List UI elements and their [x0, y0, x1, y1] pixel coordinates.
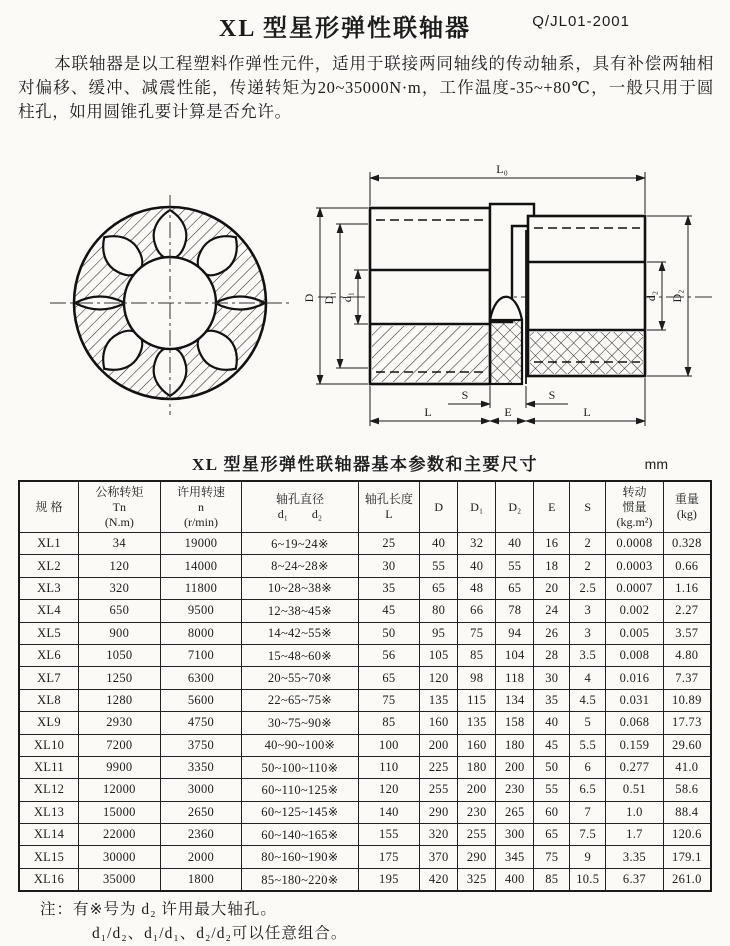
table-cell: 900 — [79, 622, 161, 644]
table-row — [19, 734, 711, 756]
dim-label-S-right: S — [548, 388, 556, 402]
table-cell: 45 — [358, 600, 420, 622]
table-cell: 118 — [496, 667, 534, 689]
note-prefix: 注： — [40, 901, 74, 918]
table-cell: 12~38~45※ — [242, 600, 358, 622]
table-cell: 265 — [496, 801, 534, 823]
table-row — [19, 689, 711, 711]
table-cell: 30 — [358, 555, 420, 577]
table-cell: 290 — [420, 801, 458, 823]
table-cell: 85 — [534, 868, 570, 891]
table-row — [19, 824, 711, 846]
table-cell: 2.27 — [663, 600, 711, 622]
table-cell: 9500 — [160, 600, 242, 622]
left-hub — [370, 208, 490, 384]
table-cell: 55 — [496, 555, 534, 577]
table-cell: 41.0 — [663, 756, 711, 778]
table-cell: 0.008 — [606, 644, 663, 666]
table-cell: 120 — [420, 667, 458, 689]
table-cell: 175 — [358, 846, 420, 868]
table-cell: XL11 — [19, 756, 79, 778]
table-cell: 30 — [534, 667, 570, 689]
page-header — [0, 0, 730, 42]
table-cell: XL10 — [19, 734, 79, 756]
table-cell: 48 — [458, 577, 496, 599]
table-cell: 4.80 — [663, 644, 711, 666]
table-cell: 50~100~110※ — [242, 756, 358, 778]
table-cell: 3.57 — [663, 622, 711, 644]
table-cell: 3750 — [160, 734, 242, 756]
dim-label-L-right: L — [583, 405, 591, 419]
table-row — [19, 667, 711, 689]
table-title: XL 型星形弹性联轴器基本参数和主要尺寸 — [192, 455, 538, 474]
footnotes — [40, 898, 347, 946]
table-cell: XL4 — [19, 600, 79, 622]
table-cell: 3.35 — [606, 846, 663, 868]
table-cell: 200 — [496, 756, 534, 778]
table-cell: 6.37 — [606, 868, 663, 891]
table-cell: 6300 — [160, 667, 242, 689]
table-cell: 100 — [358, 734, 420, 756]
table-cell: 0.002 — [606, 600, 663, 622]
table-cell: 400 — [496, 868, 534, 891]
table-cell: 78 — [496, 600, 534, 622]
table-cell: XL5 — [19, 622, 79, 644]
table-cell: 135 — [420, 689, 458, 711]
table-cell: 140 — [358, 801, 420, 823]
table-cell: 1050 — [79, 644, 161, 666]
column-header: 规 格 — [19, 481, 79, 533]
table-cell: 9900 — [79, 756, 161, 778]
table-row — [19, 533, 711, 555]
figure-area — [0, 158, 730, 430]
table-cell: 4 — [570, 667, 606, 689]
front-view-drawing — [48, 158, 292, 426]
table-cell: 115 — [458, 689, 496, 711]
table-cell: 0.66 — [663, 555, 711, 577]
note-line-1: 注：有※号为 d₂ 许用最大轴孔。 — [40, 901, 277, 918]
table-cell: 104 — [496, 644, 534, 666]
table-cell: 85 — [358, 712, 420, 734]
table-cell: 75 — [534, 846, 570, 868]
table-row — [19, 712, 711, 734]
table-cell: 10~28~38※ — [242, 577, 358, 599]
dim-label-D: D — [302, 293, 316, 303]
table-cell: 85~180~220※ — [242, 868, 358, 891]
table-row — [19, 846, 711, 868]
elastomer-section — [490, 320, 522, 384]
table-cell: 9 — [570, 846, 606, 868]
table-cell: 58.6 — [663, 779, 711, 801]
table-cell: 225 — [420, 756, 458, 778]
table-cell: 345 — [496, 846, 534, 868]
table-row — [19, 868, 711, 891]
table-cell: XL6 — [19, 644, 79, 666]
table-cell: 14000 — [160, 555, 242, 577]
table-cell: 45 — [534, 734, 570, 756]
table-cell: 200 — [458, 779, 496, 801]
table-cell: 255 — [458, 824, 496, 846]
table-row — [19, 756, 711, 778]
column-header: 轴孔长度 L — [358, 481, 420, 533]
table-cell: 34 — [79, 533, 161, 555]
dim-label-S-left: S — [461, 388, 469, 402]
table-cell: 3 — [570, 622, 606, 644]
table-cell: 22~65~75※ — [242, 689, 358, 711]
table-cell: 94 — [496, 622, 534, 644]
table-cell: 3 — [570, 600, 606, 622]
table-cell: 75 — [358, 689, 420, 711]
table-cell: 10.89 — [663, 689, 711, 711]
table-cell: 85 — [458, 644, 496, 666]
table-cell: 180 — [458, 756, 496, 778]
table-cell: 19000 — [160, 533, 242, 555]
table-cell: 40 — [534, 712, 570, 734]
table-cell: 5600 — [160, 689, 242, 711]
table-cell: 0.031 — [606, 689, 663, 711]
table-cell: 7200 — [79, 734, 161, 756]
table-cell: 8000 — [160, 622, 242, 644]
table-cell: 65 — [358, 667, 420, 689]
table-row — [19, 600, 711, 622]
table-cell: 0.005 — [606, 622, 663, 644]
table-cell: 158 — [496, 712, 534, 734]
table-cell: 230 — [458, 801, 496, 823]
table-cell: 98 — [458, 667, 496, 689]
table-cell: 7 — [570, 801, 606, 823]
table-cell: 110 — [358, 756, 420, 778]
table-cell: 0.068 — [606, 712, 663, 734]
table-cell: 18 — [534, 555, 570, 577]
table-cell: 10.5 — [570, 868, 606, 891]
table-cell: 1.0 — [606, 801, 663, 823]
table-cell: 12000 — [79, 779, 161, 801]
table-cell: 15~48~60※ — [242, 644, 358, 666]
dim-label-d1: d₁ — [340, 291, 354, 303]
table-cell: 320 — [420, 824, 458, 846]
table-cell: 14~42~55※ — [242, 622, 358, 644]
table-cell: 160 — [458, 734, 496, 756]
table-cell: 7100 — [160, 644, 242, 666]
table-cell: 120 — [358, 779, 420, 801]
table-cell: 105 — [420, 644, 458, 666]
table-cell: 32 — [458, 533, 496, 555]
table-cell: XL9 — [19, 712, 79, 734]
table-cell: 5 — [570, 712, 606, 734]
table-cell: 0.0008 — [606, 533, 663, 555]
table-cell: XL2 — [19, 555, 79, 577]
table-cell: 30000 — [79, 846, 161, 868]
column-header: S — [570, 481, 606, 533]
table-cell: 134 — [496, 689, 534, 711]
table-cell: 80 — [420, 600, 458, 622]
table-cell: 40 — [496, 533, 534, 555]
table-cell: 290 — [458, 846, 496, 868]
dim-S-left — [448, 386, 490, 408]
table-cell: 40 — [420, 533, 458, 555]
dim-label-D2: D₂ — [670, 289, 684, 303]
table-cell: 55 — [534, 779, 570, 801]
table-cell: 5.5 — [570, 734, 606, 756]
table-cell: 0.277 — [606, 756, 663, 778]
table-cell: 2650 — [160, 801, 242, 823]
table-cell: 11800 — [160, 577, 242, 599]
column-header: D — [420, 481, 458, 533]
unit-label: mm — [644, 456, 668, 472]
table-cell: XL15 — [19, 846, 79, 868]
table-cell: 200 — [420, 734, 458, 756]
table-cell: 65 — [496, 577, 534, 599]
table-cell: 4750 — [160, 712, 242, 734]
table-cell: 1.16 — [663, 577, 711, 599]
table-cell: XL16 — [19, 868, 79, 891]
table-cell: 230 — [496, 779, 534, 801]
dim-S-right — [526, 386, 568, 408]
table-cell: 370 — [420, 846, 458, 868]
table-cell: 2.5 — [570, 577, 606, 599]
table-cell: 320 — [79, 577, 161, 599]
table-cell: 28 — [534, 644, 570, 666]
table-cell: 2930 — [79, 712, 161, 734]
column-header: D₁ — [458, 481, 496, 533]
table-row — [19, 779, 711, 801]
table-cell: 6.5 — [570, 779, 606, 801]
right-hub — [528, 216, 645, 376]
dim-label-L0: L₀ — [496, 162, 508, 176]
table-cell: 195 — [358, 868, 420, 891]
page-title: XL 型星形弹性联轴器 — [218, 16, 471, 42]
table-cell: 7.37 — [663, 667, 711, 689]
column-header: D₂ — [496, 481, 534, 533]
table-row — [19, 555, 711, 577]
table-cell: 95 — [420, 622, 458, 644]
table-cell: 80~160~190※ — [242, 846, 358, 868]
table-cell: 420 — [420, 868, 458, 891]
table-cell: XL13 — [19, 801, 79, 823]
table-cell: 0.328 — [663, 533, 711, 555]
dim-label-d2: d₂ — [644, 290, 658, 302]
table-cell: 160 — [420, 712, 458, 734]
table-cell: 255 — [420, 779, 458, 801]
note-line-2: d₁/d₂、d₁/d₁、d₂/d₂可以任意组合。 — [92, 925, 348, 942]
table-cell: 3.5 — [570, 644, 606, 666]
table-cell: XL1 — [19, 533, 79, 555]
table-cell: 180 — [496, 734, 534, 756]
table-cell: 261.0 — [663, 868, 711, 891]
table-cell: 325 — [458, 868, 496, 891]
table-cell: 35 — [534, 689, 570, 711]
parameters-table-wrap — [18, 480, 712, 892]
table-cell: 60~140~165※ — [242, 824, 358, 846]
table-cell: 35 — [358, 577, 420, 599]
table-cell: 135 — [458, 712, 496, 734]
column-header: 公称转矩 Tn (N.m) — [79, 481, 161, 533]
column-header: 重量 (kg) — [663, 481, 711, 533]
table-title-row — [0, 450, 730, 476]
table-cell: 16 — [534, 533, 570, 555]
table-cell: 179.1 — [663, 846, 711, 868]
table-cell: 4.5 — [570, 689, 606, 711]
dim-label-D1: D₁ — [322, 291, 336, 305]
column-header: 许用转速 n (r/min) — [160, 481, 242, 533]
table-cell: 300 — [496, 824, 534, 846]
table-cell: 20 — [534, 577, 570, 599]
table-cell: 17.73 — [663, 712, 711, 734]
table-row — [19, 622, 711, 644]
table-cell: 50 — [534, 756, 570, 778]
parameters-table — [18, 480, 712, 892]
table-cell: 35000 — [79, 868, 161, 891]
table-cell: 60~110~125※ — [242, 779, 358, 801]
table-cell: 65 — [534, 824, 570, 846]
table-cell: 88.4 — [663, 801, 711, 823]
dim-label-L-left: L — [424, 405, 432, 419]
table-cell: 15000 — [79, 801, 161, 823]
table-cell: 2 — [570, 555, 606, 577]
table-cell: 6 — [570, 756, 606, 778]
table-cell: 56 — [358, 644, 420, 666]
table-cell: 7.5 — [570, 824, 606, 846]
table-cell: XL3 — [19, 577, 79, 599]
standard-number: Q/JL01-2001 — [532, 13, 630, 30]
table-cell: 3350 — [160, 756, 242, 778]
table-cell: 2000 — [160, 846, 242, 868]
table-cell: 1280 — [79, 689, 161, 711]
table-cell: 24 — [534, 600, 570, 622]
table-cell: 60~125~145※ — [242, 801, 358, 823]
column-header: 转动 惯量 (kg.m²) — [606, 481, 663, 533]
table-cell: 29.60 — [663, 734, 711, 756]
table-cell: 0.159 — [606, 734, 663, 756]
table-row — [19, 801, 711, 823]
table-cell: XL12 — [19, 779, 79, 801]
table-cell: 0.51 — [606, 779, 663, 801]
table-cell: 1250 — [79, 667, 161, 689]
table-cell: 120.6 — [663, 824, 711, 846]
table-cell: 2 — [570, 533, 606, 555]
header-row — [19, 481, 711, 533]
table-cell: 40 — [458, 555, 496, 577]
table-cell: 6~19~24※ — [242, 533, 358, 555]
table-cell: XL7 — [19, 667, 79, 689]
table-row — [19, 644, 711, 666]
table-cell: 0.016 — [606, 667, 663, 689]
table-cell: 60 — [534, 801, 570, 823]
table-cell: 0.0007 — [606, 577, 663, 599]
table-cell: 30~75~90※ — [242, 712, 358, 734]
table-cell: 8~24~28※ — [242, 555, 358, 577]
column-header: 轴孔直径 d₁ d₂ — [242, 481, 358, 533]
table-cell: 26 — [534, 622, 570, 644]
table-cell: 40~90~100※ — [242, 734, 358, 756]
table-row — [19, 577, 711, 599]
table-cell: 650 — [79, 600, 161, 622]
column-header: E — [534, 481, 570, 533]
section-view-drawing — [300, 158, 720, 430]
table-cell: 55 — [420, 555, 458, 577]
table-cell: 20~55~70※ — [242, 667, 358, 689]
table-cell: XL8 — [19, 689, 79, 711]
table-cell: 2360 — [160, 824, 242, 846]
table-cell: 25 — [358, 533, 420, 555]
table-cell: 75 — [458, 622, 496, 644]
table-cell: 0.0003 — [606, 555, 663, 577]
table-cell: 120 — [79, 555, 161, 577]
table-cell: 3000 — [160, 779, 242, 801]
dim-label-E: E — [504, 405, 512, 419]
table-cell: 66 — [458, 600, 496, 622]
table-cell: XL14 — [19, 824, 79, 846]
elastomer-star — [50, 195, 290, 415]
table-cell: 50 — [358, 622, 420, 644]
table-cell: 1800 — [160, 868, 242, 891]
table-cell: 22000 — [79, 824, 161, 846]
table-cell: 155 — [358, 824, 420, 846]
table-cell: 65 — [420, 577, 458, 599]
table-cell: 1.7 — [606, 824, 663, 846]
intro-paragraph: 本联轴器是以工程塑料作弹性元件，适用于联接两同轴线的传动轴系，具有补偿两轴相对偏移、缓冲、减震性能，传递转矩为20~35000N·m，工作温度-35~+80℃，一般只用于圆柱孔，如用圆锥孔要计算是否允许。 — [18, 54, 714, 121]
